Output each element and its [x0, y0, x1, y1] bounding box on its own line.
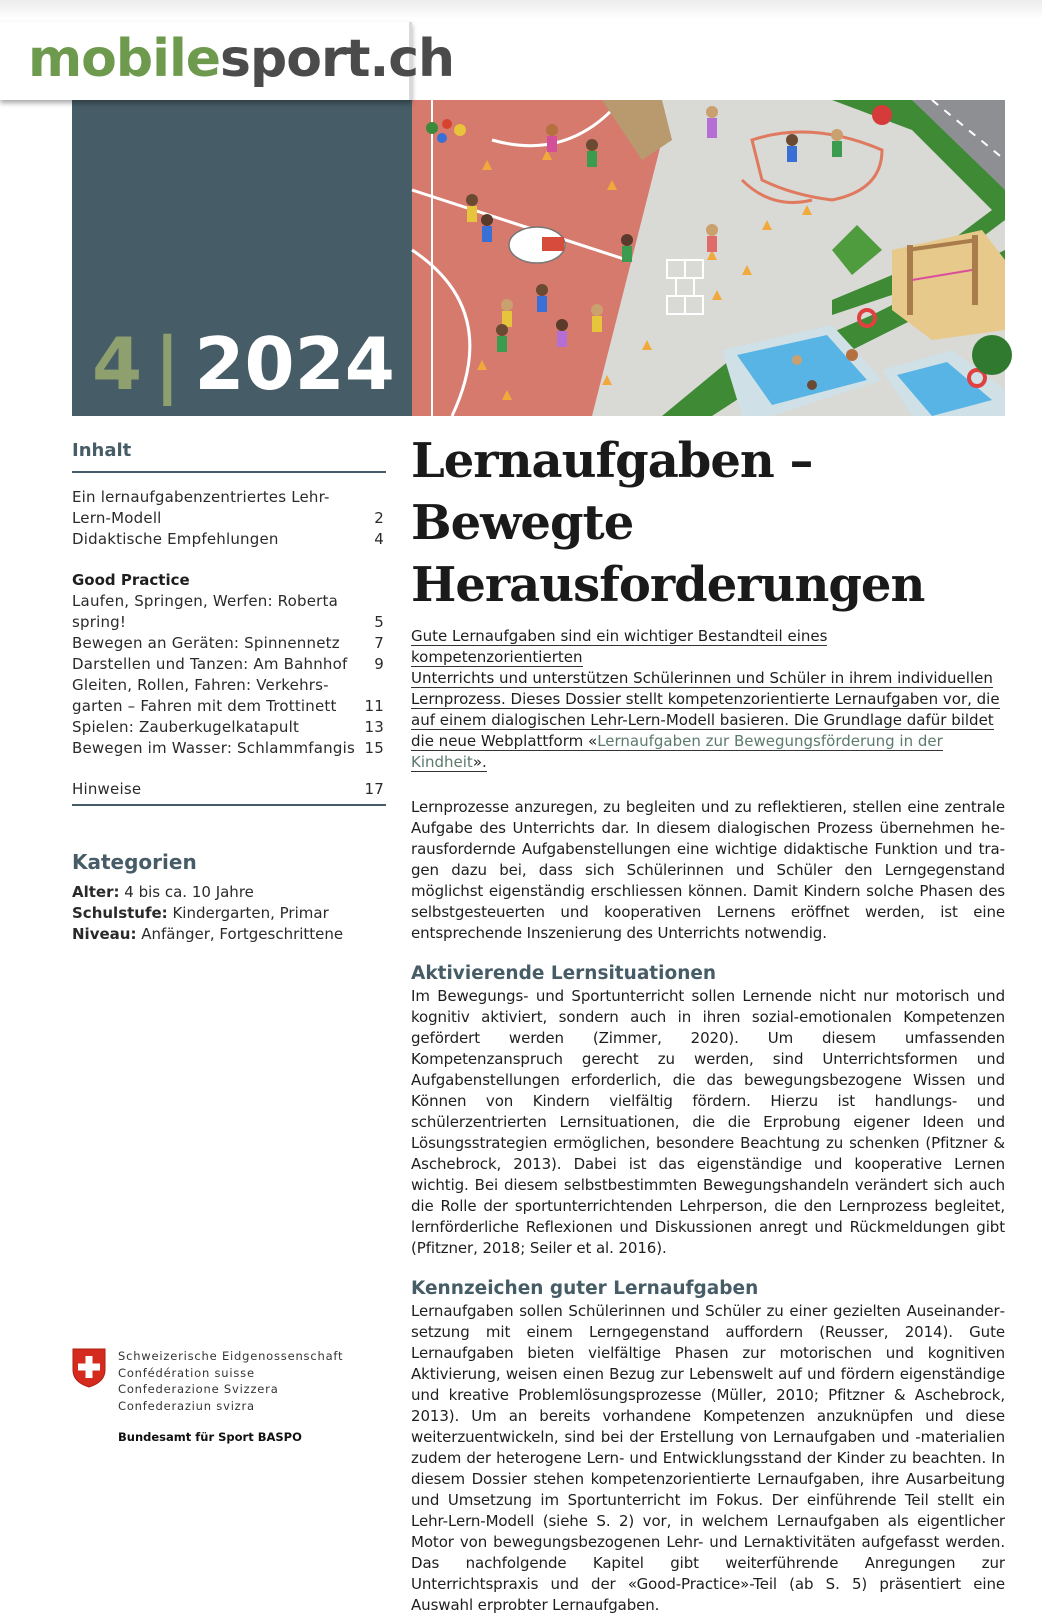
toc-item[interactable] — [72, 654, 386, 675]
toc-item-page: 2 — [374, 509, 384, 527]
category-level: Niveau: Anfänger, Fortgeschrittene — [72, 925, 344, 943]
good-practice-heading: Good Practice — [72, 571, 190, 589]
confederation-names: Schweizerische Eidgenossenschaft Confédération suisse Confederazione Svizzera Confederaziun svizra — [118, 1349, 344, 1413]
hints-row — [72, 779, 386, 806]
article-lead: Gute Lernaufgaben sind ein wichtiger Bestandteil eines kompetenzorientierten Unterrichts und unterstützen Schülerinnen und Schüler in ihrem individuellen Lernprozess. Dieses Dossier stellt kompetenzorientierte Lernaufgaben vor, die auf einem dialogischen Lehr-Lern-Modell basieren. Die Grundlage dafür bildet die neue Webplattform «Lernaufgaben zur Bewegungsförderung in der Kindheit». — [411, 627, 1000, 771]
toc-item-page: 5 — [374, 613, 384, 631]
office-name: Bundesamt für Sport BASPO — [118, 1430, 302, 1444]
toc-item[interactable] — [72, 675, 386, 717]
category-age: Alter: 4 bis ca. 10 Jahre — [72, 883, 254, 901]
categories-heading: Kategorien — [72, 850, 197, 874]
issue-number: 4 | 2024 — [92, 322, 395, 406]
toc-item[interactable] — [72, 487, 386, 529]
toc-item-title: Laufen, Springen, Werfen: Roberta spring! — [72, 592, 338, 631]
categories-list — [72, 882, 386, 945]
toc-item-page: 9 — [374, 655, 384, 673]
toc-item-title: Gleiten, Rollen, Fahren: Verkehrs-garten – Fahren mit dem Trottinett — [72, 676, 337, 715]
toc-item[interactable] — [72, 633, 386, 654]
toc-item-page: 7 — [374, 634, 384, 652]
section-heading-characteristics: Kennzeichen guter Lernaufgaben — [411, 1278, 759, 1299]
toc-item-page: 11 — [364, 697, 384, 715]
swiss-coat-of-arms-icon — [72, 1348, 106, 1388]
article — [411, 430, 1005, 1616]
good-practice-list — [72, 591, 386, 759]
stop-sign-icon — [872, 105, 892, 125]
toc-item-title: Spielen: Zauberkugelkatapult — [72, 718, 300, 736]
toc-list — [72, 487, 386, 550]
toc-item-title: Bewegen an Geräten: Spinnennetz — [72, 634, 340, 652]
toc-item-title: Ein lernaufgabenzentriertes Lehr-Lern-Modell — [72, 488, 330, 527]
toc-item[interactable] — [72, 717, 386, 738]
toc-item-page: 17 — [364, 780, 384, 798]
webplatform-link[interactable]: Lernaufgaben zur Bewegungsförderung in der Kindheit — [411, 732, 943, 771]
toc-item-title: Didaktische Empfehlungen — [72, 530, 279, 548]
section-paragraph-activating: Im Bewegungs- und Sportunterricht sollen Lernende nicht nur motorisch und kognitiv aktiviert, sondern auch in ihren sozial-emotionalen Kompetenzen gefördert werden (Zimmer, 2020). Um diesem umfassenden Kompetenzanspruch gerecht zu werden, sind Unterrichtsformen und Aufgabenstellungen erforderlich, die das bewegungsbezogene Wissen und Können von Kindern vielfältig fördern. Hierzu ist handlungs- und schülerzentrierten Lernsituationen, die die Erprobung eigener Ideen und Lösungsstrategien ermöglichen, besondere Beachtung zu schenken (Pfitzner & Aschebrock, 2013). Dabei ist das eigenständige und kooperative Lernen wichtig. Bei diesem selbstbestimmten Bewegungshandeln verändert sich auch die Rolle der sportunterrichtenden Lehrperson, die den Lernprozess begleitet, lernförderliche Reflexionen und Diskussionen anregt und Rückmeldungen gibt (Pfitzner, 2018; Seiler et al. 2016). — [411, 987, 1005, 1257]
brand-logo[interactable] — [0, 22, 455, 100]
toc-item[interactable] — [72, 529, 386, 550]
toc-item-hints[interactable] — [72, 779, 386, 800]
toc-item-title: Darstellen und Tanzen: Am Bahnhof — [72, 655, 348, 673]
sidebar — [72, 440, 386, 945]
issue-panel — [72, 100, 412, 416]
toc-item[interactable] — [72, 738, 386, 759]
category-school-level: Schulstufe: Kindergarten, Primar — [72, 904, 329, 922]
contents-heading: Inhalt — [72, 440, 386, 473]
logo-wordmark: mobilesport.ch — [28, 29, 455, 89]
schoolyard-illustration — [412, 100, 1005, 416]
section-paragraph-characteristics: Lernaufgaben sollen Schülerinnen und Schüler zu einer gezielten Auseinandersetzung mit einem Lerngegenstand auffordern (Reusser, 2014). Gute Lernaufgaben bieten vielfältige Phasen zur motorischen und kognitiven Aktivierung, weisen einen Bezug zur Lebenswelt auf und fördern eigenständige und kreative Problemlösungsprozesse (Müller, 2010; Pfitzner & Aschebrock, 2013). Um an bereits vorhandene Kompetenzen anzuknüpfen und diese weiterzuentwickeln, sind bei der Erstellung von Lernaufgaben und -materialien zudem der heterogene Lern- und Entwicklungsstand der Kinder zu beachten. In diesem Dossier stehen kompetenzorientierte Lernaufgaben, ihre Ausarbeitung und Umsetzung im Sportunterricht im Fokus. Der einführende Teil stellt ein Lehr-Lern-Modell (siehe S. 2) vor, in welchem Lernaufgaben als eigentlicher Motor von bewegungsbezogenen Lehr- und Lernaktivitäten aufgefasst werden. Das nachfolgende Kapitel gibt weiterführende Anregungen zur Unterrichtspraxis und der «Good-Practice»-Teil (ab S. 5) präsentiert eine Auswahl erprobter Lernaufgaben. — [411, 1302, 1005, 1614]
article-title: Lernaufgaben – Bewegte Herausforderungen — [411, 433, 925, 613]
toc-item-title: Hinweise — [72, 780, 142, 798]
cover-illustration — [412, 100, 1005, 416]
top-shadow — [0, 0, 1042, 20]
toc-item-page: 15 — [364, 739, 384, 757]
toc-item-page: 13 — [364, 718, 384, 736]
section-heading-activating: Aktivierende Lernsituationen — [411, 963, 717, 984]
toc-item-title: Bewegen im Wasser: Schlammfangis — [72, 739, 355, 757]
toc-item-page: 4 — [374, 530, 384, 548]
intro-paragraph: Lernprozesse anzuregen, zu begleiten und zu reflektieren, stellen eine zentrale Aufgabe des Unterrichts dar. In diesem dialogischen Prozess übernehmen herausfordernde Aufgabenstellungen eine wichtige didaktische Funktion und tragen dazu bei, dass sich Schülerinnen und Schüler den Lerngegenstand möglichst eigenständig erschliessen können. Damit Kindern solche Phasen des selbstgesteuerten und kooperativen Lernens eröffnet werden, ist eine entsprechende Inszenierung des Unterrichts notwendig. — [411, 798, 1005, 942]
toc-item[interactable] — [72, 591, 386, 633]
